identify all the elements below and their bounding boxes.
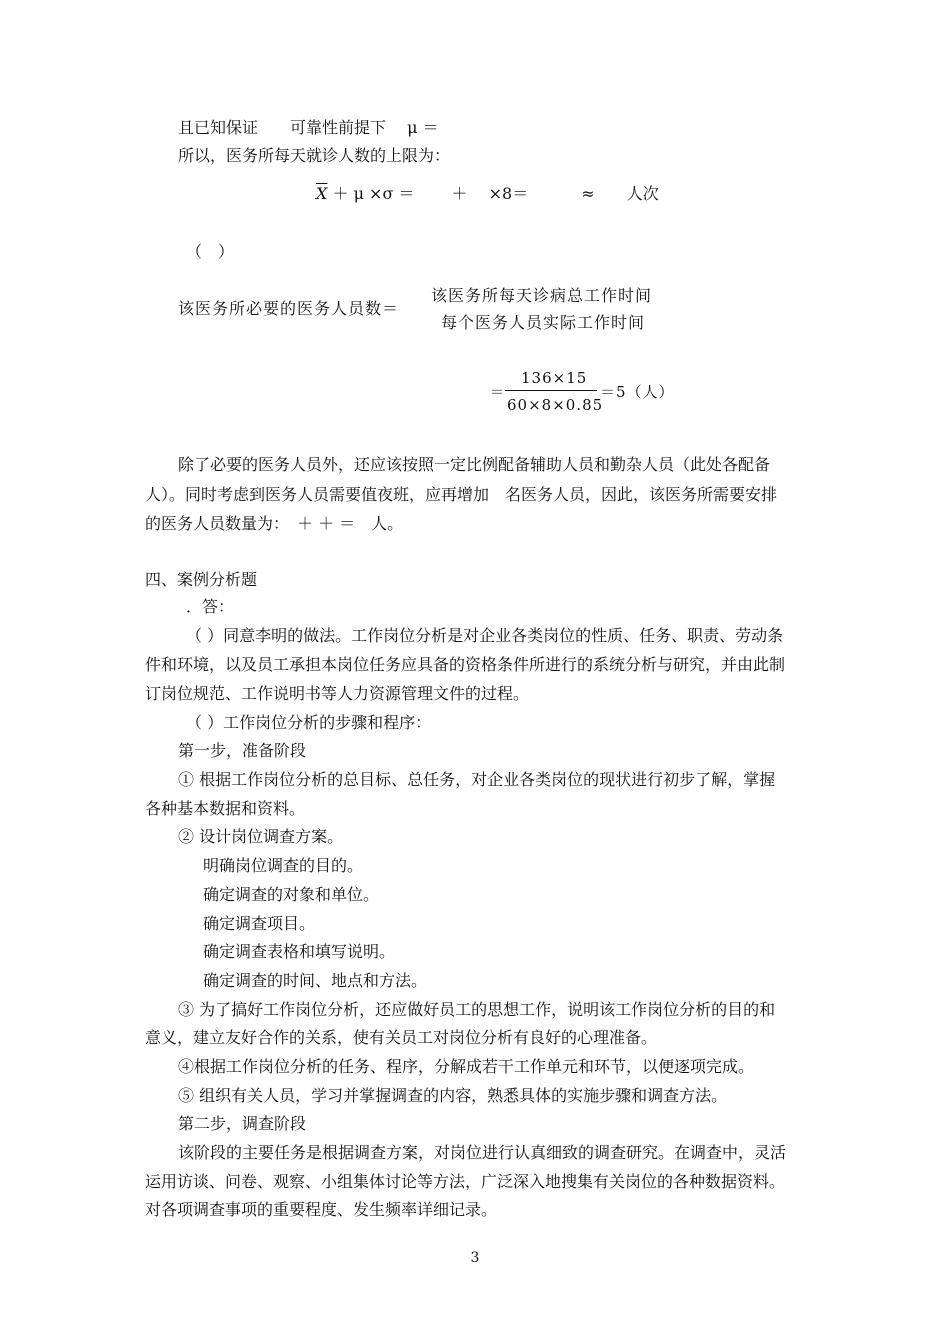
paragraph-line: 件和环境，以及员工承担本岗位任务应具备的资格条件所进行的系统分析与研究，并由此制 xyxy=(145,655,786,674)
equals-sign: ＝ xyxy=(490,385,505,401)
text-line: 所以，医务所每天就诊人数的上限为： xyxy=(178,146,451,165)
paragraph-line: 运用访谈、问卷、观察、小组集体讨论等方法，广泛深入地搜集有关岗位的各种数据资料。 xyxy=(145,1172,786,1191)
list-item: 明确岗位调查的目的。 xyxy=(203,856,364,875)
formula-text: ＋ μ ×σ ＝ ＋ ×8＝ ≈ 人次 xyxy=(327,184,659,203)
text-line: （ ）工作岗位分析的步骤和程序： xyxy=(186,713,432,732)
paragraph-line: ③ 为了搞好工作岗位分析，还应做好员工的思想工作，说明该工作岗位分析的目的和 xyxy=(178,1000,776,1019)
paragraph-line: 该阶段的主要任务是根据调查方案，对岗位进行认真细致的调查研究。在调查中，灵活 xyxy=(178,1143,787,1162)
text-line: ．答： xyxy=(186,597,235,616)
fraction-denominator: 60×8×0.85 xyxy=(507,396,604,414)
paragraph-line: 除了必要的医务人员外，还应该按照一定比例配备辅助人员和勤杂人员（此处各配备 xyxy=(178,455,771,474)
text-line: ⑤ 组织有关人员，学习并掌握调查的内容，熟悉具体的实施步骤和调查方法。 xyxy=(178,1086,728,1105)
fraction-result: ＝5（人） xyxy=(600,383,675,401)
step-heading: 第二步，调查阶段 xyxy=(178,1114,307,1133)
step-heading: 第一步，准备阶段 xyxy=(178,741,307,760)
list-item: 确定调查表格和填写说明。 xyxy=(203,942,396,961)
list-item: 确定调查项目。 xyxy=(203,914,316,933)
text-line: ④根据工作岗位分析的任务、程序，分解成若干工作单元和环节，以便逐项完成。 xyxy=(178,1057,755,1076)
paragraph-line: 意义，建立友好合作的关系，使有关员工对岗位分析有良好的心理准备。 xyxy=(145,1028,658,1047)
paragraph-line: ① 根据工作岗位分析的总目标、总任务，对企业各类岗位的现状进行初步了解，掌握 xyxy=(178,770,776,789)
fraction-bar xyxy=(505,390,597,391)
text-line: ② 设计岗位调查方案。 xyxy=(178,827,344,846)
formula-upper-limit xyxy=(316,184,659,204)
paragraph-line: 各种基本数据和资料。 xyxy=(145,799,306,818)
fraction-numerator: 该医务所每天诊病总工作时间 xyxy=(431,286,653,305)
list-item: 确定调查的对象和单位。 xyxy=(203,885,380,904)
paragraph-line: 订岗位规范、工作说明书等人力资源管理文件的过程。 xyxy=(145,684,530,703)
paragraph-line: 对各项调查事项的重要程度、发生频率详细记录。 xyxy=(145,1200,498,1219)
section-heading: 四、案例分析题 xyxy=(145,570,258,589)
text-line: 且已知保证 可靠性前提下 μ ＝ xyxy=(178,118,439,137)
formula-lhs: 该医务所必要的医务人员数＝ xyxy=(178,299,400,318)
fraction-numerator: 136×15 xyxy=(521,369,588,387)
fraction-denominator: 每个医务人员实际工作时间 xyxy=(441,313,646,332)
text-line: （ ） xyxy=(186,242,235,261)
x-bar: $\overline{X}$ xyxy=(316,184,328,203)
paragraph-line: （ ）同意李明的做法。工作岗位分析是对企业各类岗位的性质、任务、职责、劳动条 xyxy=(186,626,784,645)
paragraph-line: 人）。同时考虑到医务人员需要值夜班，应再增加 名医务人员，因此，该医务所需要安排 xyxy=(145,485,778,504)
list-item: 确定调查的时间、地点和方法。 xyxy=(203,971,428,990)
page-number: 3 xyxy=(470,1250,480,1266)
paragraph-line: 的医务人员数量为： ＋ ＋ ＝ 人。 xyxy=(145,514,404,533)
